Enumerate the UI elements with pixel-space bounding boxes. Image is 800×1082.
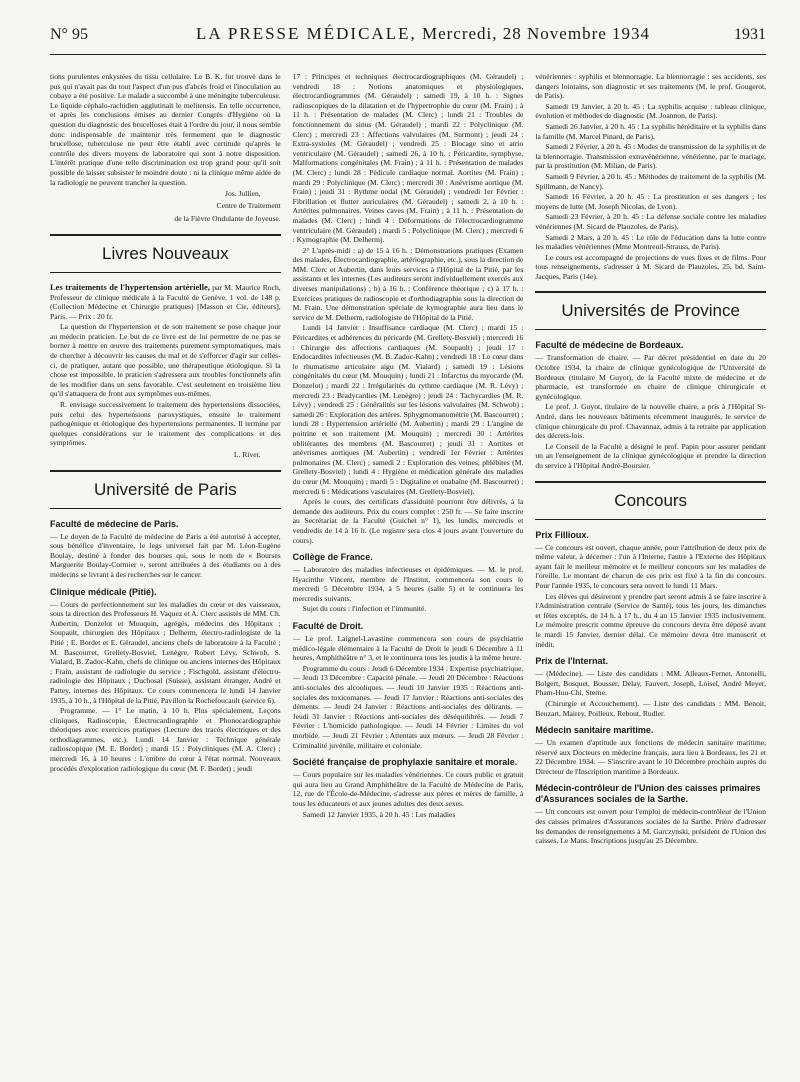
subheading-societe-prophylaxie: Société française de prophylaxie sanitaire et morale. <box>292 757 518 768</box>
subheading-medecin-sanitaire: Médecin sanitaire maritime. <box>535 725 654 736</box>
news-paragraph: Samedi 12 Janvier 1935, à 20 h. 45 : Les maladies <box>302 809 456 819</box>
news-paragraph: Le Conseil de la Faculté a désigné le prof. Papin pour assurer pendant un an l'enseignement de la clinique gynécologique et prendre la direction du service à l'Hôpital André-Boursier. <box>535 441 767 470</box>
article-paragraph: tions purulentes enkystées du tissu cellulaire. Le B. K. fut trouvé dans le pus qui n'avait pas du tout l'aspect d'un pus d'abcès froid et l'inoculation au cobaye a été positive. Le malade a succombé à une méningite tuberculeuse. Le liquide céphalo-rachidien agglutinait le melitensis. En telle occurrence, et après les conclusions émises au dernier Congrès d'Hygiène où la question du diagnostic des brucelloses était à l'ordre du jour, il nous semble donc indispensable de maintenir très fermement que le diagnostic brucellose, tuberculose ne peut être établi avec certitude qu'après le contrôle des divers moyens de laboratoire qui sont à notre disposition. L'intérêt pratique d'une telle discrimination est trop grand pour qu'il soit possible de laisser subsister le moindre doute : ni la clinique même aidée de la radiologie ne peuvent trancher la question. <box>50 72 281 187</box>
book-entry <box>50 283 281 321</box>
masthead <box>140 24 706 44</box>
news-paragraph: — Transformation de chaire. — Par décret présidentiel en date du 20 Octobre 1934, la chaire de clinique gynécologique de l'Université de Bordeaux (titulaire M Guyot), de la Faculté mixte de médecine et de pharmacie, est transformée en chaire de clinique chirurgicale et gynécologique. <box>535 353 767 401</box>
subheading-faculte-medecine: Faculté de médecine de Paris. <box>50 518 179 529</box>
news-paragraph: Lundi 14 Janvier : Insuffisance cardiaque (M. Clerc) ; mardi 15 : Péricardites et adhérences du péricarde (M. Grellety-Bosviel) ; mercredi 16 : Chirurgie des affections cardiaques (M. Soupault) ; jeudi 17 : Endocardites infectieuses (M. B. Zadoc-Kahn) ; vendredi 18 : Le cœur dans le rhumatisme articulaire aigu (M. Vialard) ; samedi 19 : Lésions congénitales du cœur (M. Mouquin) ; lundi 21 : Infarctus du myocarde (M. Donzelot) ; mardi 22 : Irrégularités du rythme cardiaque (M. R. Lévy) ; mercredi 23 : Bradycardies (M. Lenègre) ; jeudi 24 : Tachycardies (M. R. Lévy) ; vendredi 25 : Généralités sur les lésions valvulaires (M. Schwob) ; samedi 26 : Exploration des artères. Sphygmomanométrie (M. Bascourret) ; lundi 28 : Hypertension artérielle (M. Aubertin) ; mardi 29 : L'angine de poitrine et son traitement (M. Mouquin) ; mercredi 30 : Artérites oblitérantes des membres (M. Bascourret) ; jeudi 31 : Aortites et anévrismes aortiques (M. Aubertin) ; vendredi 1er Février : Artérites pulmonaires (M. Clerc) ; samedi 2 : Exploration des veines, phlébites (M. Grellety-Bosviel) ; lundi 4 : Hygiène et médication générale des maladies du cœur (M. Mouquin) ; mardi 5 : Digitaline et ouabaïne (M. Bascourret) ; mercredi 6 : Médications vasculaires (M. Grellety-Bosviel). <box>292 323 524 496</box>
news-paragraph: Programme. — 1° Le matin, à 10 h. Plus spécialement, Leçons cliniques, Radioscopie, Électrocardiographie et Phonocardiographie théoriques avec exercices pratiques (Lecture des tracés électriques et des orthodiagrammes, etc.). Lundi 14 Janvier : Technique générale radioscopique (M. E. Bordet) ; mardi 15 : Polycliniques (M. A. Clerc) ; mercredi 16, à 10 heures : L'ombre du cœur à l'état normal. Nouveaux procédés d'exploration radiologique du cœur (M. F. Bordet) ; jeudi <box>50 706 281 773</box>
author-signature: Jos. Jullien, <box>225 189 261 199</box>
section-heading-concours: Concours <box>535 481 766 520</box>
news-paragraph: Samedi 2 Mars, à 20 h. 45 : Le rôle de l'éducation dans la lutte contre les maladies vénériennes (Mme Montreuil-Strauss, de Paris). <box>535 232 767 252</box>
news-paragraph: (Chirurgie et Accouchement). — Liste des candidats : MM. Benoit, Beuzart, Mairey, Poilleux, Rebout, Rudler. <box>535 698 767 718</box>
news-paragraph: Programme du cours : Jeudi 6 Décembre 1934 : Expertise psychiatrique. — Jeudi 13 Décembre : Capacité pénale. — Jeudi 20 Décembre : Réactions anti-sociales des alcooliques. — Jeudi 10 Janvier 1935 : Réactions anti-sociales des toxicomanes. — Jeudi 17 Janvier : Réactions anti-sociales des déments. — Jeudi 24 Janvier : Réactions anti-sociales des délirants. — Jeudi 31 Janvier : Réactions anti-sociales des déséquilibrés. — Jeudi 7 Février : L'homicide pathologique. — Jeudi 14 Février : Limites du vol morbide. — Jeudi 21 Février : Attentats aux mœurs. — Jeudi 28 Février : Criminalité juvénile, militaire et coloniale. <box>292 663 524 750</box>
subheading-clinique-medicale: Clinique médicale (Pitié). <box>50 586 157 597</box>
news-paragraph: Sujet du cours : l'infection et l'immunité. <box>302 604 427 614</box>
news-paragraph: — Un examen d'aptitude aux fonctions de médecin sanitaire maritime, réservé aux Docteurs en médecine français, aura lieu à Bordeaux, les 21 et 22 Décembre 1934. — S'inscrire avant le 10 Décembre prochain auprès du Directeur de l'Inscription maritime à Bordeaux. <box>535 738 767 776</box>
page-number: 1931 <box>734 26 766 43</box>
book-details: par M. Maurice Roch, Professeur de clinique médicale à la Faculté de Genève. 1 vol. de 148 p. (Collection Médecine et Chirurgie pratiques) [Masson et Cie, éditeurs], Paris. — Prix : 20 fr. <box>50 282 281 321</box>
news-paragraph: 2° L'après-midi : a) de 15 à 16 h. : Démonstrations pratiques (Examen des malades, Électrocardiographie, artériographie, etc.), sous la direction de MM. Clerc et Aubertin, dans leurs services à l'Hôpital de la Pitié, par les assistants et les internes (Les auditeurs seront individuellement exercés aux diverses manipulations) ; b) à 16 h. : Conférence théorique ; c) à 17 h. : Exercices pratiques de radioscopie et d'orthodiagraphie sous la direction de M. Frain. Une démonstration spéciale de kymographie aura lieu dans le service de M. Delherm, radiologiste de l'Hôpital de la Pitié. <box>292 245 524 322</box>
subheading-prix-internat: Prix de l'Internat. <box>535 656 609 667</box>
column-2 <box>293 72 524 1074</box>
subheading-faculte-droit: Faculté de Droit. <box>292 621 364 632</box>
news-paragraph: — Cours populaire sur les maladies vénériennes. Ce cours public et gratuit qui aura lieu au Grand Amphithéâtre de la Faculté de Médecine de Paris, 12, rue de l'École-de-Médecine, s'adresse aux pères et mères de famille, à tous les éducateurs et aux jeunes adultes des deux sexes. <box>292 770 524 808</box>
news-paragraph: Le cours est accompagné de projections de vues fixes et de films. Pour tous renseignements, s'adresser à M. Sicard de Plauzoles, 25, bd. Saint-Jacques, Paris (14e). <box>535 252 767 281</box>
article-columns <box>50 72 766 1074</box>
column-3 <box>535 72 766 1074</box>
book-title: Les traitements de l'hypertension artérielle, <box>50 281 210 292</box>
author-affiliation-1: Centre de Traitement <box>216 200 281 210</box>
author-affiliation-2: de la Fièvre Ondulante de Joyeuse. <box>174 214 281 224</box>
column-1 <box>50 72 281 1074</box>
book-review-paragraph: R. envisage successivement le traitement des hypertensions dissociées, puis celui des hypertensions paroxystiques, ensuite le traitement pathogénique et étiologique des hypertensions permanentes. Il termine par quelques considérations sur le traitement des complications et des symptômes. <box>50 400 281 448</box>
section-heading-livres: Livres Nouveaux <box>50 234 281 273</box>
news-paragraph: — Le doyen de la Faculté de médecine de Paris a été autorisé à accepter, sous bénéfice d'inventaire, le legs universel fait par M. Léon-Eugène Boulay, destiné à fonder des bourses qui, sous le nom de « Bourses Marguerite Boulay-Cormier », seront attribuées à des étudiants ou à des médecins se livrant à des recherches sur le cancer. <box>50 531 281 579</box>
subheading-prix-fillioux: Prix Fillioux. <box>535 529 589 540</box>
news-paragraph: — Laboratoire des maladies infectieuses et épidémiques. — M. le prof. Hyacinthe Vincent, membre de l'Institut, commencera son cours le mercredi 5 Décembre 1934, à 5 heures (salle 5) et le continuera les mercredis suivants. <box>292 565 524 603</box>
news-paragraph: Les élèves qui désireront y prendre part seront admis à se faire inscrire à l'Administration centrale (Service de Santé), tous les jours, les dimanches et fêtes exceptés, de 14 h. à 17 h., du 4 au 15 Janvier 1935 inclusivement. Le mémoire prescrit comme épreuve du concours devra être déposé avant le mardi 15 Janvier, dernier délai. Ce mémoire devra être manuscrit et inédit. <box>535 591 767 649</box>
subheading-faculte-bordeaux: Faculté de médecine de Bordeaux. <box>535 340 684 351</box>
subheading-medecin-controleur: Médecin-contrôleur de l'Union des caisses primaires d'Assurances sociales de la Sarthe. <box>535 783 761 805</box>
news-paragraph: Samedi 19 Janvier, à 20 h. 45 : La syphilis acquise : tableau clinique, évolution et méthodes de diagnostic (M. Joannon, de Paris). <box>535 101 767 121</box>
news-paragraph: — Cours de perfectionnement sur les maladies du cœur et des vaisseaux, sous la direction des Professeurs H. Vaquez et A. Clerc assistés de MM. Ch. Aubertin, Donzelot et Mouquin, agrégés, médecins des Hôpitaux ; Soupault, chirurgien des Hôpitaux ; Delherm, électro-radiologiste de la Pitié ; E. Bordet et E. Géraudel, anciens chefs de laboratoire à la Faculté ; M. Bascourret, Grellety-Bosviel, Lenègre, Robert Lévy, Schwob, S. Vialard, B. Zadoc-Kahn, chefs de clinique ou anciens internes des Hôpitaux ; Frain, assistant de radiologie du service ; Fischgold, assistant d'électro-radiologie des Hôpitaux ; Duchosal (Suisse), assistant étranger, André et Pattey, internes des Hôpitaux. Ce cours commencera le lundi 14 Janvier 1935, à 10 h., à l'Hôpital de la Pitié, Pavillon la Rochefoucault (service 6). <box>50 599 281 705</box>
news-paragraph: Le prof. J. Guyot, titulaire de la nouvelle chaire, a pris à l'Hôpital St-André, dans les nouveaux bâtiments récemment inaugurés, le service de clinique chirurgicale du prof. Chavannaz, admis à la retraite par application des décrets-lois. <box>535 402 767 441</box>
news-paragraph: — Un concours est ouvert pour l'emploi de médecin-contrôleur de l'Union des caisses primaires d'Assurances sociales de la Sarthe. Prière d'adresser les demandes de renseignements à M. Garczynski, président de l'Union des caisses, Le Mans. Inscriptions jusqu'au 25 Décembre. <box>535 807 767 846</box>
subheading-college-de-france: Collège de France. <box>292 552 373 563</box>
issue-date: Mercredi, 28 Novembre 1934 <box>421 24 651 43</box>
page-header <box>50 24 766 55</box>
news-paragraph: vénériennes : syphilis et blennorragie. La blennorragie : ses accidents, ses dangers lointains, son diagnostic et ses traitements (M. le prof. Gougerot, de Paris). <box>535 72 767 101</box>
news-paragraph: Samedi 26 Janvier, à 20 h. 45 : La syphilis héréditaire et la syphilis dans la famille (M. Marcel Pinard, de Paris). <box>535 121 767 141</box>
book-review-paragraph: La question de l'hypertension et de son traitement se pose chaque jour au médecin praticien. Le but de ce livre est de lui permettre de ne pas se borner à mettre en œuvre des traitements purement symptomatiques, mais de chercher à découvrir les causes du mal et de s'efforcer d'agir sur celles-ci, de pratiquer, autant que possible, une thérapeutique étiologique. Si la chose est impossible, le praticien s'adressera aux troubles fonctionnels afin de les modifier dans un sens favorable. C'est seulement en troisième lieu qu'il s'attaquera de front aux symptômes eux-mêmes. <box>50 322 281 399</box>
news-paragraph: 17 : Principes et techniques électrocardiographiques (M. Géraudel) ; vendredi 18 : Notions anatomiques et physiologiques, électrocardiogrammes (M. Géraudel) ; samedi 19, à 10 h. : Signes radioscopiques de la dilatation et de l'hypertrophie du cœur (M. Frain) ; à 11 h. : Présentation de malades (M. Clerc) ; lundi 21 : Troubles de fonctionnement du sinus (M. Géraudel) ; mardi 22 : Polyclinique (M. Clerc) ; mercredi 23 : Affections valvulaires (M. Surmont) ; jeudi 24 : Extra-systoles (M. Géraudel) ; vendredi 25 : Blocage sino et atrio ventriculaire (M. Géraudel) ; samedi 26, à 10 h. : Péricardite, symphyse. Malformations congénitales (M. Frain) ; à 11 h. : Présentation de malades (M. Clerc) ; lundi 28 : Pédicule cardiaque normal. Aortites (M. Frain) ; mardi 29 : Polyclinique (M. Clerc) ; mercredi 30 : Anévrisme aortique (M. Frain) ; jeudi 31 : Rythme nodal (M. Géraudel) ; vendredi 1er Février : Fibrillation et flutter auriculaires (M. Géraudel) ; samedi 2, à 10 h. : Artérites pulmonaires. Veines caves (M. Frain) ; à 11 h. : Présentation de malades (M. Clerc) ; lundi 4 : Déformations de l'électrocardiogramme ventriculaire (M. Géraudel) ; mardi 5 : Polyclinique (M. Clerc) ; mercredi 6 : Kymographie (M. Delherm). <box>292 72 524 245</box>
news-paragraph: — (Médecine). — Liste des candidats : MM. Alleaux-Fernet, Antonelli, Bolgert, Bosquet, Bousser, Delay, Fauvert, Joseph, Loisel, André Meyer, Pham-Huu-Chi, Sterne. <box>535 669 767 698</box>
review-signature: L. Rivet. <box>233 450 261 459</box>
news-paragraph: Samedi 16 Février, à 20 h. 45 : La prostitution et ses dangers ; les moyens de lutte (M. Joseph Nicolas, de Lyon). <box>535 192 767 211</box>
news-paragraph: Samedi 9 Février, à 20 h. 45 : Méthodes de traitement de la syphilis (M. Spillmann, de Nancy). <box>535 171 767 191</box>
news-paragraph: Après le cours, des certificats d'assiduité pourront être délivrés, à la demande des auditeurs. Prix du cours complet : 250 fr. — Se faire inscrire au Secrétariat de la Faculté (Guichet n° 1), les lundis, mercredis et vendredis de 14 à 16 h. (Le registre sera clos 4 jours avant l'ouverture du cours). <box>292 497 524 545</box>
news-paragraph: Samedi 23 Février, à 20 h. 45 : La défense sociale contre les maladies vénériennes (M. Sicard de Plauzoles, de Paris). <box>535 212 767 231</box>
news-paragraph: — Ce concours est ouvert, chaque année, pour l'attribution de deux prix de même valeur, à décerner : l'un à l'Interne, l'autre à l'Externe des Hôpitaux ayant fait le meilleur mémoire et le meilleur concours sur les maladies de l'oreille. Le montant de chacun de ces prix est fixé à la fin du concours. Pour l'année 1935, le concours sera ouvert le lundi 11 Mars. <box>535 542 767 590</box>
section-heading-universites-province: Universités de Province <box>535 291 766 330</box>
publication-name: LA PRESSE MÉDICALE, <box>195 24 417 43</box>
news-paragraph: Samedi 2 Février, à 20 h. 45 : Modes de transmission de la syphilis et de la blennorragie. Transmission extravénérienne, vénérienne, par le mariage, par la prostitution (M. Milian, de Paris). <box>535 142 767 171</box>
news-paragraph: — Le prof. Laignel-Lavastine commencera son cours de psychiatrie médico-légale élémentaire à la Faculté de Droit le jeudi 6 Décembre à 11 heures, Amphithéâtre n° 3, et le continuera tous les jeudis à la même heure. <box>292 634 524 663</box>
section-heading-universite-paris: Université de Paris <box>50 470 281 509</box>
issue-number: N° 95 <box>50 26 88 43</box>
